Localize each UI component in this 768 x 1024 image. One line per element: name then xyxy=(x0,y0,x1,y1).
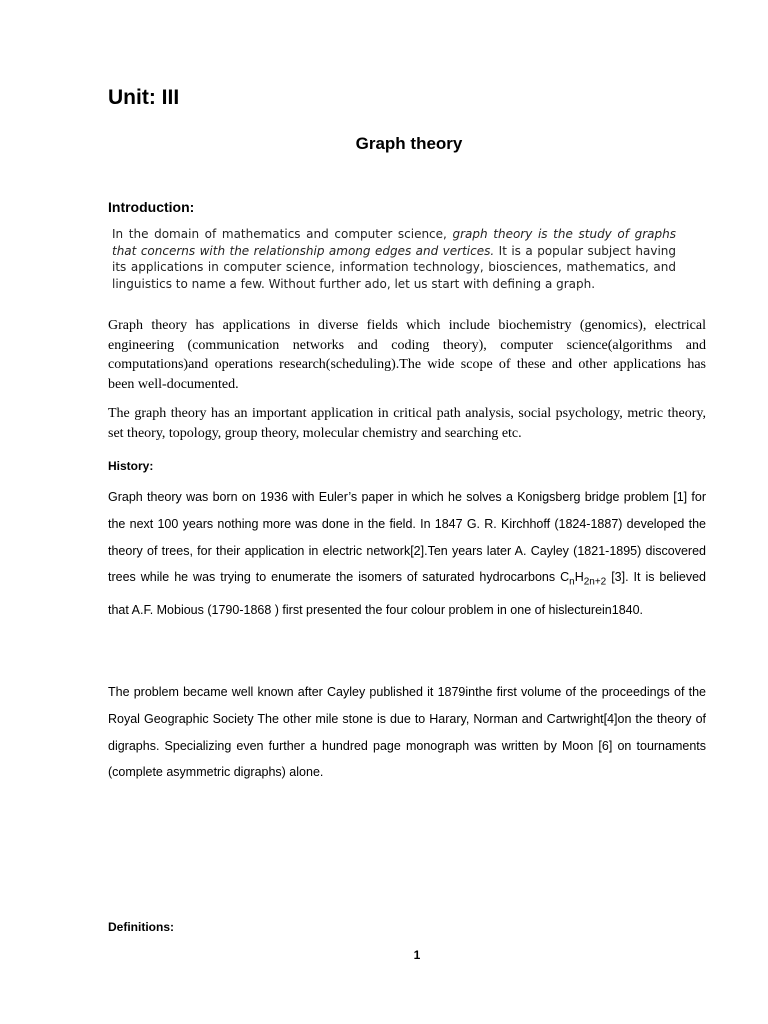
quote-highlight: graph theory is the study of graphs that concerns with the relationship among edges and vertices. xyxy=(112,227,676,258)
introduction-paragraph-2: The graph theory has an important application in critical path analysis, social psychology, metric theory, set theory, topology, group theory, molecular chemistry and searching etc. xyxy=(108,406,706,441)
history-text-end: [3]. It is believed that A.F. Mobious (1790-1868 ) first presented the four colour problem in one of hislecturein1840. xyxy=(108,570,706,617)
page-number: 1 xyxy=(413,948,421,962)
history-text-start: Graph theory was born on 1936 with Euler’s paper in which he solves a Konigsberg bridge problem [1] for the next 100 years nothing more was done in the field. In 1847 G. R. Kirchhoff (1824-1887) developed the theory of trees, for their application in electric network[2].Ten years later A. Cayley (1821-1895) discovered trees while he was trying to enumerate the isomers of saturated hydrocarbons C xyxy=(108,490,706,585)
definitions-heading: Definitions: xyxy=(108,920,174,934)
quote-text-start: In the domain of mathematics and computer science, xyxy=(112,227,453,241)
formula-h: H xyxy=(574,570,584,585)
history-paragraph-1 xyxy=(108,484,706,623)
quote-text-end: It is a popular subject having its applications in computer science, information technology, biosciences, mathematics, and linguistics to name a few. Without further ado, let us start with defining a graph. xyxy=(112,243,677,291)
introduction-paragraph-1: Graph theory has applications in diverse fields which include biochemistry (genomics), electrical engineering (communication networks and coding theory), computer science(algorithms and computations)and operations research(scheduling).The wide scope of these and other applications has been well-documented. xyxy=(108,318,706,392)
main-title: Graph theory xyxy=(355,134,463,153)
subscript-2n2: 2n+2 xyxy=(583,576,607,588)
introduction-quote xyxy=(112,226,676,292)
history-heading: History: xyxy=(108,459,154,473)
introduction-heading: Introduction: xyxy=(108,199,195,215)
unit-title: Unit: III xyxy=(108,86,180,109)
subscript-n: n xyxy=(569,576,575,588)
history-paragraph-2: The problem became well known after Cayley published it 1879inthe first volume of the proceedings of the Royal Geographic Society The other mile stone is due to Harary, Norman and Cartwright[4]on the theory of digraphs. Specializing even further a hundred page monograph was written by Moon [6] on tournaments (complete asymmetric digraphs) alone. xyxy=(108,685,706,780)
